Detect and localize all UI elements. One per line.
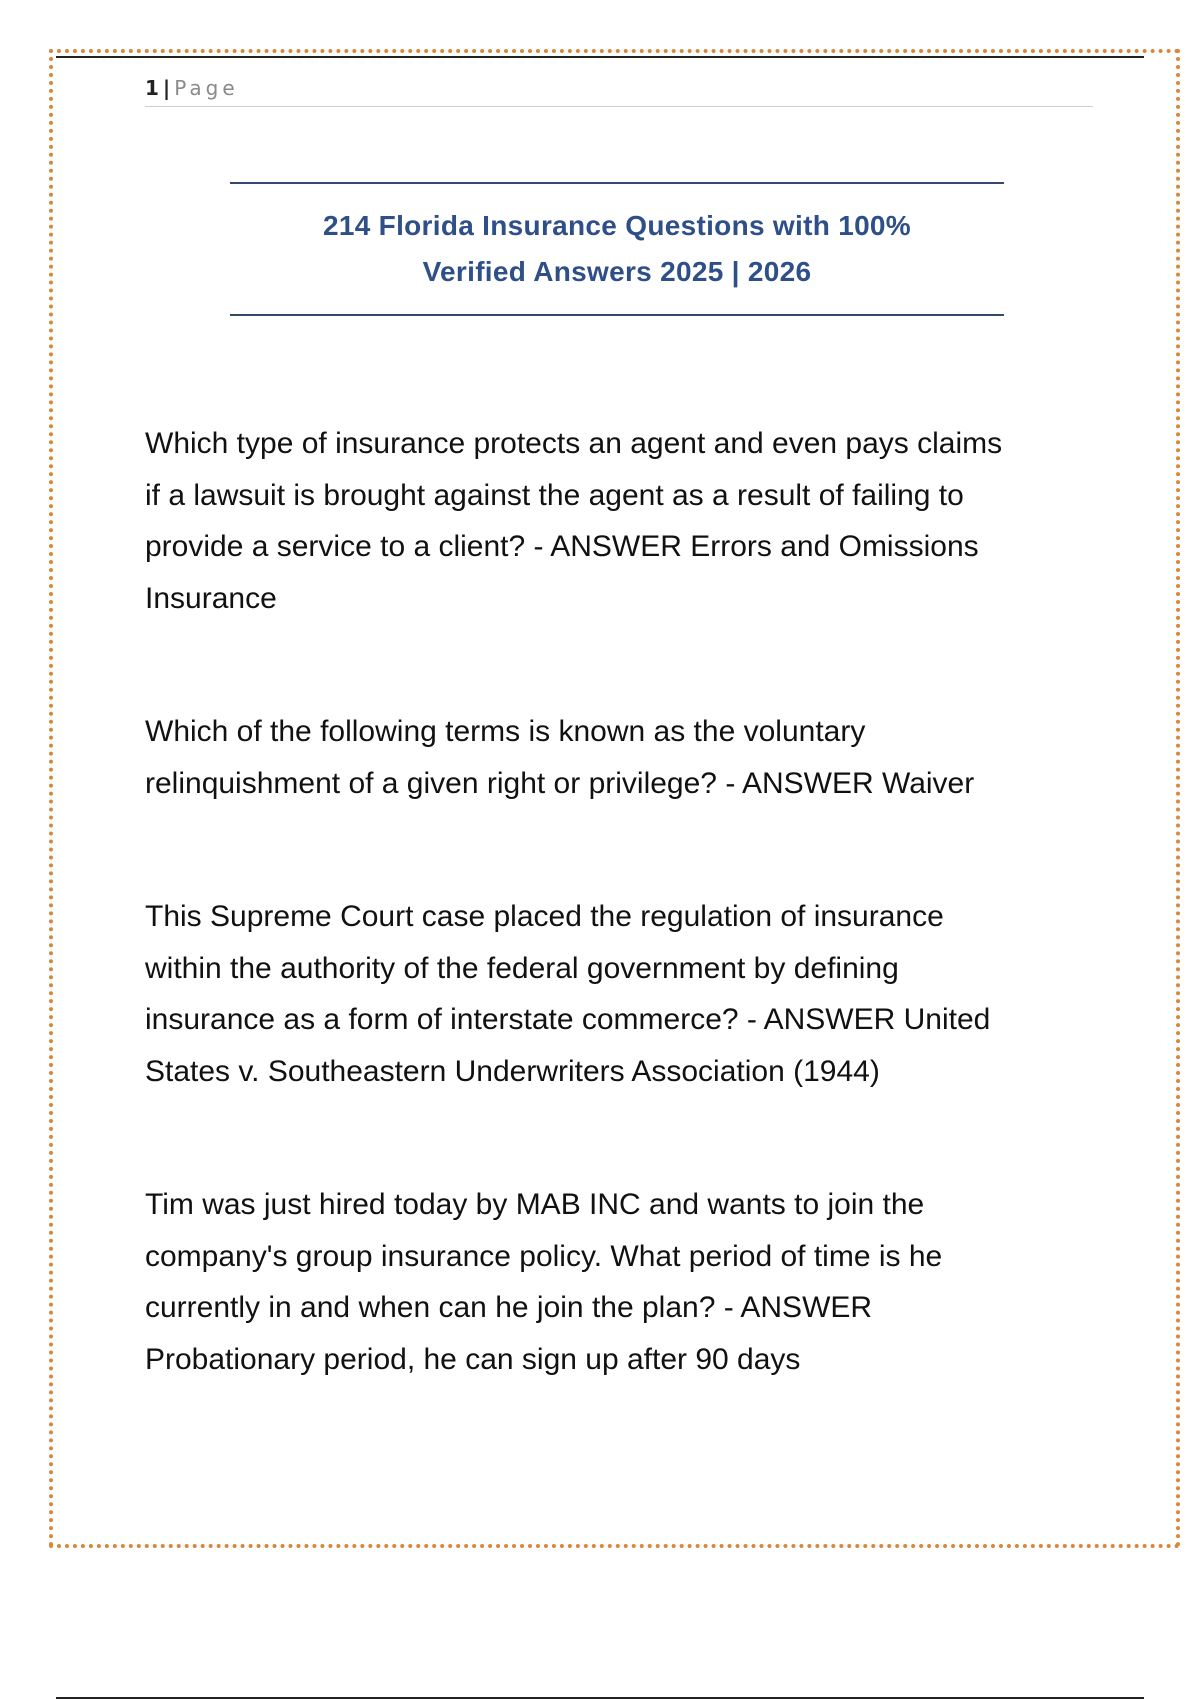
question-line: Which of the following terms is known as the voluntary xyxy=(145,715,866,748)
question-item xyxy=(145,706,1105,809)
question-line: Probationary period, he can sign up after 90 days xyxy=(145,1342,801,1376)
question-line: currently in and when can he join the plan? - ANSWER xyxy=(145,1291,873,1324)
page-separator: | xyxy=(162,76,171,100)
question-line: within the authority of the federal government by defining xyxy=(145,951,899,985)
title-line-1: 214 Florida Insurance Questions with 100% xyxy=(322,210,912,241)
question-line: States v. Southeastern Underwriters Association (1944) xyxy=(145,1054,880,1088)
page-header xyxy=(145,74,1093,107)
question-list xyxy=(145,418,1105,1467)
question-item xyxy=(145,418,1105,624)
question-item xyxy=(145,891,1105,1097)
question-line: Which type of insurance protects an agent and even pays claims xyxy=(145,427,1003,460)
document-title xyxy=(323,203,911,295)
question-line: relinquishment of a given right or privilege? - ANSWER Waiver xyxy=(145,766,975,800)
question-line: if a lawsuit is brought against the agent as a result of failing to xyxy=(145,478,964,512)
question-line: Insurance xyxy=(145,581,277,615)
question-line: Tim was just hired today by MAB INC and wants to join the xyxy=(145,1188,925,1221)
title-block xyxy=(230,182,1004,316)
page-number: 1 xyxy=(145,76,159,100)
footer-rule xyxy=(56,1697,1144,1699)
question-item xyxy=(145,1179,1105,1385)
page-label: Page xyxy=(174,76,239,100)
top-rule xyxy=(56,56,1144,58)
question-line: company's group insurance policy. What period of time is he xyxy=(145,1239,943,1273)
question-line: provide a service to a client? - ANSWER Errors and Omissions xyxy=(145,530,979,563)
question-line: insurance as a form of interstate commerce? - ANSWER United xyxy=(145,1003,991,1036)
question-line: This Supreme Court case placed the regulation of insurance xyxy=(145,900,944,933)
title-line-2: Verified Answers 2025 | 2026 xyxy=(422,256,812,287)
